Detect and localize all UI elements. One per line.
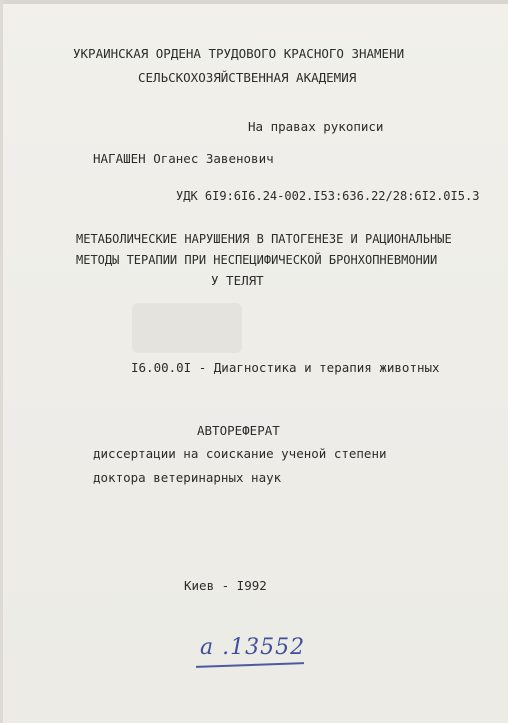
page-top-edge — [0, 0, 508, 4]
purpose-line-2: доктора ветеринарных наук — [93, 470, 282, 485]
handwritten-inventory-number: a .13552 — [200, 635, 306, 660]
page-left-edge — [0, 0, 3, 723]
title-line-1: МЕТАБОЛИЧЕСКИЕ НАРУШЕНИЯ В ПАТОГЕНЕЗЕ И РАЦИОНАЛЬНЫЕ — [76, 232, 452, 246]
purpose-line-1: диссертации на соискание ученой степени — [93, 446, 387, 461]
handwritten-underline — [196, 662, 304, 668]
document-type-heading: АВТОРЕФЕРАТ — [197, 423, 280, 438]
institution-line-2: СЕЛЬСКОХОЗЯЙСТВЕННАЯ АКАДЕМИЯ — [138, 70, 357, 85]
specialty-code: I6.00.0I - Диагностика и терапия животных — [131, 360, 440, 375]
manuscript-rights-note: На правах рукописи — [248, 119, 384, 134]
faded-stamp — [132, 303, 242, 353]
author-name: НАГАШЕН Оганес Завенович — [93, 151, 274, 166]
city-year: Киев - I992 — [184, 578, 267, 593]
title-line-2: МЕТОДЫ ТЕРАПИИ ПРИ НЕСПЕЦИФИЧЕСКОЙ БРОНХОПНЕВМОНИИ — [76, 253, 438, 267]
institution-line-1: УКРАИНСКАЯ ОРДЕНА ТРУДОВОГО КРАСНОГО ЗНАМЕНИ — [73, 46, 405, 61]
udc-code: УДК 6I9:6I6.24-002.I53:636.22/28:6I2.0I5.3 — [176, 189, 480, 203]
title-line-3: У ТЕЛЯТ — [211, 273, 264, 288]
